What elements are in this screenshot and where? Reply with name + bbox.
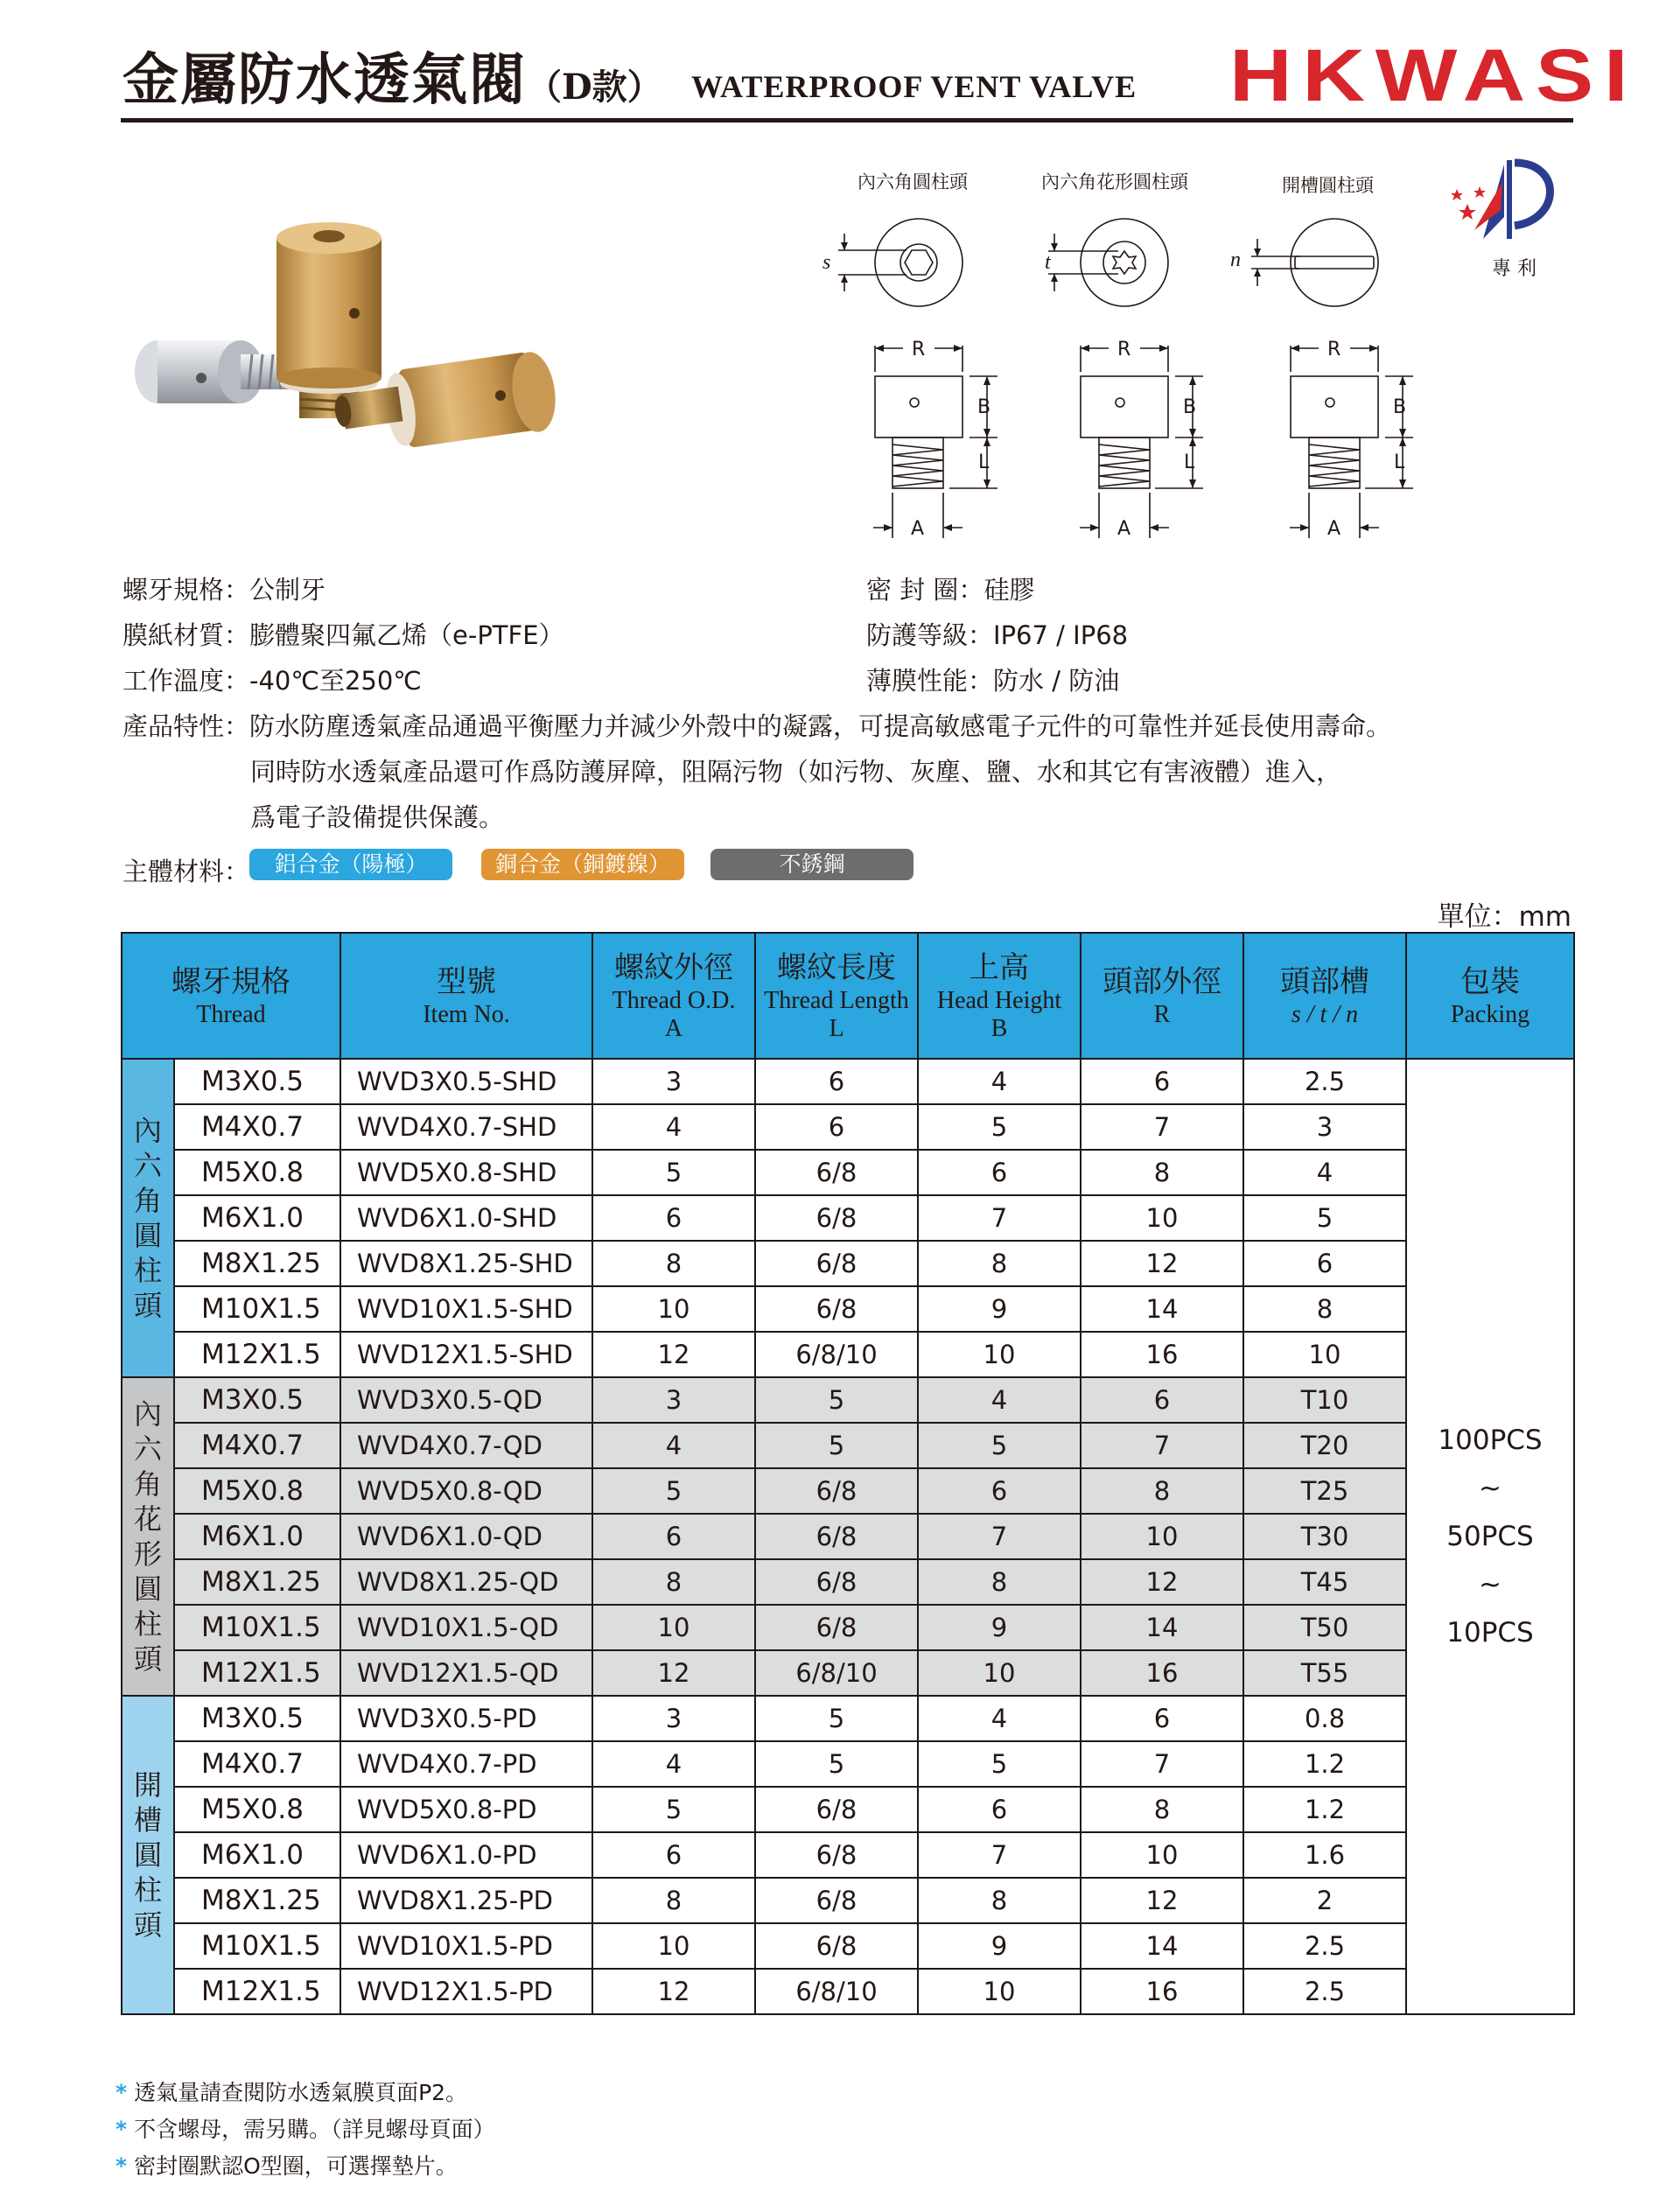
table-row <box>122 1241 1574 1286</box>
col-thread-od <box>592 933 755 1059</box>
table-row <box>122 1150 1574 1195</box>
head-height-cell: 10 <box>918 1969 1081 2014</box>
item-cell: WVD8X1.25-SHD <box>340 1241 592 1286</box>
thread-cell: M10X1.5 <box>174 1286 340 1332</box>
slotted-head-top-view <box>1251 219 1378 306</box>
thread-od-cell: 3 <box>592 1696 755 1741</box>
packing-line: 50PCS <box>1446 1520 1534 1552</box>
header-divider <box>121 118 1573 122</box>
group-label: 內六角花形圓柱頭 <box>133 1397 162 1676</box>
thread-length-cell: 6 <box>755 1104 918 1150</box>
item-cell: WVD10X1.5-SHD <box>340 1286 592 1332</box>
dim-b-2: B <box>1183 396 1197 418</box>
thread-od-cell: 3 <box>592 1377 755 1423</box>
spec-thread <box>122 570 326 606</box>
dim-l-1: L <box>978 452 990 473</box>
slotted-head-side-view <box>1290 345 1413 538</box>
head-slot-cell: 2 <box>1243 1878 1406 1923</box>
thread-cell: M3X0.5 <box>174 1377 340 1423</box>
thread-length-cell: 6/8 <box>755 1878 918 1923</box>
hex-head-top-view <box>838 219 962 306</box>
head-od-cell: 7 <box>1081 1423 1243 1468</box>
head-od-cell: 8 <box>1081 1787 1243 1832</box>
technical-drawings <box>822 197 1452 547</box>
thread-od-cell: 6 <box>592 1832 755 1878</box>
spec-membrane-label: 膜紙材質： <box>122 620 250 650</box>
thread-cell: M8X1.25 <box>174 1559 340 1605</box>
table-row <box>122 1104 1574 1150</box>
thread-od-cell: 10 <box>592 1286 755 1332</box>
thread-od-cell: 8 <box>592 1241 755 1286</box>
spec-temperature-value: -40℃至250℃ <box>249 666 422 696</box>
head-od-cell: 8 <box>1081 1150 1243 1195</box>
spec-thread-value: 公制牙 <box>249 575 326 605</box>
note-bullet-icon: * <box>116 2080 128 2105</box>
thread-od-cell: 12 <box>592 1650 755 1696</box>
page-title <box>122 35 662 116</box>
spec-film-label: 薄膜性能： <box>866 666 994 696</box>
item-cell: WVD3X0.5-QD <box>340 1377 592 1423</box>
head-height-cell: 9 <box>918 1286 1081 1332</box>
thread-cell: M12X1.5 <box>174 1969 340 2014</box>
thread-cell: M4X0.7 <box>174 1741 340 1787</box>
thread-cell: M6X1.0 <box>174 1832 340 1878</box>
thread-length-cell: 6/8 <box>755 1559 918 1605</box>
head-od-cell: 16 <box>1081 1650 1243 1696</box>
brand-logo: HKWASI <box>1229 34 1639 116</box>
title-english: WATERPROOF VENT VALVE <box>691 69 1138 104</box>
title-chinese: 金屬防水透氣閥 <box>122 47 527 113</box>
col-thread-length-en: Thread Length <box>764 987 909 1014</box>
thread-od-cell: 12 <box>592 1969 755 2014</box>
head-od-cell: 14 <box>1081 1923 1243 1969</box>
spec-film <box>866 662 1119 697</box>
thread-length-cell: 6/8 <box>755 1832 918 1878</box>
dim-r-3: R <box>1327 339 1341 360</box>
torx-head-top-view <box>1048 219 1168 306</box>
head-od-cell: 6 <box>1081 1377 1243 1423</box>
head-slot-cell: 2.5 <box>1243 1969 1406 2014</box>
head-od-cell: 8 <box>1081 1468 1243 1514</box>
table-row <box>122 1468 1574 1514</box>
col-packing-zh: 包裝 <box>1460 964 1520 999</box>
table-row <box>122 1923 1574 1969</box>
head-slot-cell: T25 <box>1243 1468 1406 1514</box>
thread-length-cell: 6/8 <box>755 1923 918 1969</box>
spec-membrane <box>122 616 564 652</box>
head-slot-cell: 6 <box>1243 1241 1406 1286</box>
material-steel-badge: 不銹鋼 <box>710 849 914 880</box>
item-cell: WVD12X1.5-PD <box>340 1969 592 2014</box>
table-row <box>122 1332 1574 1377</box>
head-od-cell: 6 <box>1081 1696 1243 1741</box>
item-cell: WVD3X0.5-PD <box>340 1696 592 1741</box>
head-height-cell: 9 <box>918 1605 1081 1650</box>
head-slot-cell: T20 <box>1243 1423 1406 1468</box>
head-od-cell: 14 <box>1081 1605 1243 1650</box>
spec-seal-label: 密 封 圈： <box>866 575 984 605</box>
head-height-cell: 5 <box>918 1104 1081 1150</box>
head-slot-cell: 2.5 <box>1243 1923 1406 1969</box>
head-slot-cell: 10 <box>1243 1332 1406 1377</box>
packing-line: 100PCS <box>1438 1424 1543 1456</box>
spec-feature-line-2: 同時防水透氣產品還可作爲防護屏障，阻隔污物（如污物、灰塵、鹽、水和其它有害液體）進入， <box>250 757 1342 787</box>
head-height-cell: 5 <box>918 1423 1081 1468</box>
note-bullet-icon: * <box>116 2153 128 2179</box>
head-height-cell: 4 <box>918 1377 1081 1423</box>
thread-cell: M5X0.8 <box>174 1150 340 1195</box>
col-packing <box>1406 933 1574 1059</box>
head-od-cell: 10 <box>1081 1514 1243 1559</box>
col-head-od-zh: 頭部外徑 <box>1102 964 1222 999</box>
group-label-cell <box>122 1696 174 2014</box>
unit-label: 單位：mm <box>1437 901 1572 933</box>
thread-length-cell: 5 <box>755 1696 918 1741</box>
note-2-text: 不含螺母，需另購。（詳見螺母頁面） <box>134 2117 495 2142</box>
thread-cell: M6X1.0 <box>174 1195 340 1241</box>
table-row <box>122 1741 1574 1787</box>
col-head-od <box>1081 933 1243 1059</box>
item-cell: WVD3X0.5-SHD <box>340 1059 592 1104</box>
col-head-slot-en: s / t / n <box>1291 1001 1359 1028</box>
head-slot-cell: 1.2 <box>1243 1787 1406 1832</box>
col-head-slot <box>1243 933 1406 1059</box>
head-slot-cell: T30 <box>1243 1514 1406 1559</box>
thread-od-cell: 12 <box>592 1332 755 1377</box>
packing-line: ~ <box>1479 1472 1502 1504</box>
dim-b-3: B <box>1393 396 1407 418</box>
title-variant: （D款） <box>527 66 662 108</box>
head-slot-cell: 1.6 <box>1243 1832 1406 1878</box>
table-row <box>122 1650 1574 1696</box>
item-cell: WVD4X0.7-QD <box>340 1423 592 1468</box>
dim-a-2: A <box>1117 518 1131 540</box>
col-thread-en: Thread <box>196 1001 266 1028</box>
thread-cell: M6X1.0 <box>174 1514 340 1559</box>
brass-valve-image <box>276 222 382 418</box>
thread-od-cell: 3 <box>592 1059 755 1104</box>
head-slot-cell: 5 <box>1243 1195 1406 1241</box>
head-slot-cell: T45 <box>1243 1559 1406 1605</box>
head-height-cell: 6 <box>918 1150 1081 1195</box>
table-row <box>122 1832 1574 1878</box>
col-thread <box>122 933 340 1059</box>
note-2 <box>116 2112 495 2144</box>
thread-cell: M8X1.25 <box>174 1878 340 1923</box>
col-packing-en: Packing <box>1450 1001 1530 1028</box>
spec-feature-line-3: 爲電子設備提供保護。 <box>250 802 505 832</box>
group-label: 開槽圓柱頭 <box>133 1768 162 1942</box>
packing-line: ~ <box>1479 1568 1502 1600</box>
head-height-cell: 9 <box>918 1923 1081 1969</box>
item-cell: WVD6X1.0-PD <box>340 1832 592 1878</box>
dim-r-2: R <box>1117 339 1131 360</box>
col-head-height <box>918 933 1081 1059</box>
spec-thread-label: 螺牙規格： <box>122 575 250 605</box>
thread-length-cell: 6/8 <box>755 1605 918 1650</box>
item-cell: WVD4X0.7-PD <box>340 1741 592 1787</box>
spec-protection-label: 防護等級： <box>866 620 994 650</box>
head-od-cell: 12 <box>1081 1878 1243 1923</box>
thread-od-cell: 5 <box>592 1787 755 1832</box>
col-item-zh: 型號 <box>437 964 496 999</box>
head-height-cell: 6 <box>918 1468 1081 1514</box>
head-height-cell: 8 <box>918 1559 1081 1605</box>
dim-t: t <box>1045 251 1051 274</box>
head-slot-cell: 3 <box>1243 1104 1406 1150</box>
table-row <box>122 1878 1574 1923</box>
dim-n: n <box>1230 248 1241 271</box>
head-height-cell: 5 <box>918 1741 1081 1787</box>
spec-temperature <box>122 662 422 697</box>
table-row <box>122 1286 1574 1332</box>
dim-b-1: B <box>977 396 991 418</box>
head-height-cell: 7 <box>918 1514 1081 1559</box>
thread-length-cell: 5 <box>755 1741 918 1787</box>
table-row <box>122 1605 1574 1650</box>
note-3-text: 密封圈默認O型圈，可選擇墊片。 <box>134 2153 458 2179</box>
patent-icon <box>1451 160 1550 239</box>
materials-label: 主體材料： <box>122 857 250 886</box>
packing-cell <box>1406 1059 1574 2014</box>
head-od-cell: 6 <box>1081 1059 1243 1104</box>
torx-head-side-view <box>1080 345 1203 538</box>
group-label-cell <box>122 1059 174 1377</box>
thread-cell: M12X1.5 <box>174 1332 340 1377</box>
thread-od-cell: 8 <box>592 1878 755 1923</box>
head-slot-cell: 0.8 <box>1243 1696 1406 1741</box>
head-label-torx: 內六角花形圓柱頭 <box>1041 172 1188 192</box>
item-cell: WVD10X1.5-PD <box>340 1923 592 1969</box>
head-od-cell: 10 <box>1081 1195 1243 1241</box>
thread-od-cell: 8 <box>592 1559 755 1605</box>
spec-table <box>121 932 1575 2015</box>
spec-temperature-label: 工作溫度： <box>122 666 250 696</box>
table-header-row <box>122 933 1574 1059</box>
thread-length-cell: 6/8 <box>755 1241 918 1286</box>
note-3 <box>116 2149 458 2180</box>
head-od-cell: 14 <box>1081 1286 1243 1332</box>
head-label-slotted: 開槽圓柱頭 <box>1282 175 1374 196</box>
packing-line: 10PCS <box>1446 1616 1534 1648</box>
table-row <box>122 1423 1574 1468</box>
thread-cell: M4X0.7 <box>174 1104 340 1150</box>
thread-length-cell: 6/8 <box>755 1195 918 1241</box>
item-cell: WVD12X1.5-SHD <box>340 1332 592 1377</box>
item-cell: WVD8X1.25-PD <box>340 1878 592 1923</box>
head-od-cell: 12 <box>1081 1241 1243 1286</box>
head-height-cell: 8 <box>918 1878 1081 1923</box>
thread-length-cell: 5 <box>755 1423 918 1468</box>
thread-cell: M12X1.5 <box>174 1650 340 1696</box>
thread-od-cell: 4 <box>592 1741 755 1787</box>
thread-od-cell: 4 <box>592 1104 755 1150</box>
thread-length-cell: 6/8/10 <box>755 1969 918 2014</box>
spec-feature <box>122 707 1391 743</box>
col-thread-length-zh: 螺紋長度 <box>777 950 896 985</box>
item-cell: WVD5X0.8-SHD <box>340 1150 592 1195</box>
head-height-cell: 6 <box>918 1787 1081 1832</box>
thread-length-cell: 6/8 <box>755 1468 918 1514</box>
head-slot-cell: 2.5 <box>1243 1059 1406 1104</box>
thread-length-cell: 5 <box>755 1377 918 1423</box>
thread-cell: M4X0.7 <box>174 1423 340 1468</box>
table-row <box>122 1969 1574 2014</box>
item-cell: WVD4X0.7-SHD <box>340 1104 592 1150</box>
thread-cell: M10X1.5 <box>174 1923 340 1969</box>
thread-length-cell: 6/8/10 <box>755 1650 918 1696</box>
table-row <box>122 1377 1574 1423</box>
material-aluminium-badge: 鋁合金（陽極） <box>249 849 452 880</box>
item-cell: WVD10X1.5-QD <box>340 1605 592 1650</box>
item-cell: WVD5X0.8-QD <box>340 1468 592 1514</box>
col-thread-od-zh: 螺紋外徑 <box>614 950 733 985</box>
item-cell: WVD6X1.0-QD <box>340 1514 592 1559</box>
thread-od-cell: 5 <box>592 1468 755 1514</box>
col-head-height-zh: 上高 <box>970 950 1029 985</box>
patent-badge <box>1448 156 1579 252</box>
thread-cell: M3X0.5 <box>174 1059 340 1104</box>
head-slot-cell: 4 <box>1243 1150 1406 1195</box>
col-thread-length <box>755 933 918 1059</box>
spec-feature-line-1: 防水防塵透氣產品通過平衡壓力并減少外殼中的凝露，可提高敏感電子元件的可靠性并延長使用壽命。 <box>249 711 1392 741</box>
thread-cell: M8X1.25 <box>174 1241 340 1286</box>
col-head-height-en: Head Height <box>936 987 1062 1014</box>
spec-film-value: 防水 / 防油 <box>993 666 1120 696</box>
head-height-cell: 10 <box>918 1650 1081 1696</box>
item-cell: WVD5X0.8-PD <box>340 1787 592 1832</box>
head-height-cell: 4 <box>918 1059 1081 1104</box>
note-bullet-icon: * <box>116 2117 128 2142</box>
patent-label: 專 利 <box>1492 258 1536 280</box>
spec-protection <box>866 616 1128 652</box>
thread-cell: M5X0.8 <box>174 1468 340 1514</box>
dim-s: s <box>822 251 831 274</box>
thread-length-cell: 6/8 <box>755 1286 918 1332</box>
head-slot-cell: 1.2 <box>1243 1741 1406 1787</box>
head-od-cell: 7 <box>1081 1104 1243 1150</box>
thread-length-cell: 6/8 <box>755 1787 918 1832</box>
thread-od-cell: 10 <box>592 1605 755 1650</box>
head-height-cell: 4 <box>918 1696 1081 1741</box>
table-row <box>122 1514 1574 1559</box>
head-od-cell: 16 <box>1081 1332 1243 1377</box>
dim-a-1: A <box>911 518 925 540</box>
thread-od-cell: 5 <box>592 1150 755 1195</box>
col-head-od-en: R <box>1153 1001 1171 1028</box>
dim-a-3: A <box>1327 518 1341 540</box>
spec-seal <box>866 570 1034 606</box>
head-height-cell: 7 <box>918 1195 1081 1241</box>
col-head-height-sym: B <box>990 1015 1008 1042</box>
table-row <box>122 1059 1574 1104</box>
product-photo <box>105 175 665 525</box>
item-cell: WVD6X1.0-SHD <box>340 1195 592 1241</box>
head-od-cell: 12 <box>1081 1559 1243 1605</box>
note-1 <box>116 2076 467 2107</box>
table-row <box>122 1696 1574 1741</box>
head-od-cell: 10 <box>1081 1832 1243 1878</box>
table-row <box>122 1195 1574 1241</box>
col-thread-od-en: Thread O.D. <box>612 987 736 1014</box>
thread-od-cell: 10 <box>592 1923 755 1969</box>
thread-cell: M3X0.5 <box>174 1696 340 1741</box>
col-item <box>340 933 592 1059</box>
spec-feature-label: 產品特性： <box>122 711 250 741</box>
hex-head-side-view <box>873 345 998 538</box>
thread-length-cell: 6 <box>755 1059 918 1104</box>
thread-cell: M5X0.8 <box>174 1787 340 1832</box>
spec-protection-value: IP67 / IP68 <box>993 620 1129 650</box>
group-label: 內六角圓柱頭 <box>133 1114 162 1322</box>
spec-membrane-value: 膨體聚四氟乙烯（e-PTFE） <box>249 620 564 650</box>
item-cell: WVD8X1.25-QD <box>340 1559 592 1605</box>
item-cell: WVD12X1.5-QD <box>340 1650 592 1696</box>
dim-l-3: L <box>1394 452 1405 473</box>
group-label-cell <box>122 1377 174 1696</box>
spec-seal-value: 硅膠 <box>984 575 1035 605</box>
col-thread-od-sym: A <box>664 1015 683 1042</box>
thread-od-cell: 6 <box>592 1514 755 1559</box>
table-row <box>122 1559 1574 1605</box>
head-slot-cell: 8 <box>1243 1286 1406 1332</box>
head-slot-cell: T50 <box>1243 1605 1406 1650</box>
dim-r-1: R <box>912 339 926 360</box>
head-height-cell: 10 <box>918 1332 1081 1377</box>
col-thread-zh: 螺牙規格 <box>172 964 290 999</box>
head-od-cell: 16 <box>1081 1969 1243 2014</box>
head-od-cell: 7 <box>1081 1741 1243 1787</box>
col-head-slot-zh: 頭部槽 <box>1280 964 1369 999</box>
dim-l-2: L <box>1184 452 1195 473</box>
head-height-cell: 7 <box>918 1832 1081 1878</box>
col-item-en: Item No. <box>423 1001 510 1028</box>
thread-length-cell: 6/8/10 <box>755 1332 918 1377</box>
col-thread-length-sym: L <box>829 1015 844 1042</box>
thread-length-cell: 6/8 <box>755 1514 918 1559</box>
thread-od-cell: 4 <box>592 1423 755 1468</box>
material-copper-badge: 銅合金（銅鍍鎳） <box>481 849 684 880</box>
table-body <box>122 1059 1574 2014</box>
thread-cell: M10X1.5 <box>174 1605 340 1650</box>
head-slot-cell: T55 <box>1243 1650 1406 1696</box>
note-1-text: 透氣量請查閱防水透氣膜頁面P2。 <box>134 2080 468 2105</box>
head-height-cell: 8 <box>918 1241 1081 1286</box>
head-slot-cell: T10 <box>1243 1377 1406 1423</box>
thread-length-cell: 6/8 <box>755 1150 918 1195</box>
table-row <box>122 1787 1574 1832</box>
head-label-hex: 內六角圓柱頭 <box>858 172 968 192</box>
thread-od-cell: 6 <box>592 1195 755 1241</box>
